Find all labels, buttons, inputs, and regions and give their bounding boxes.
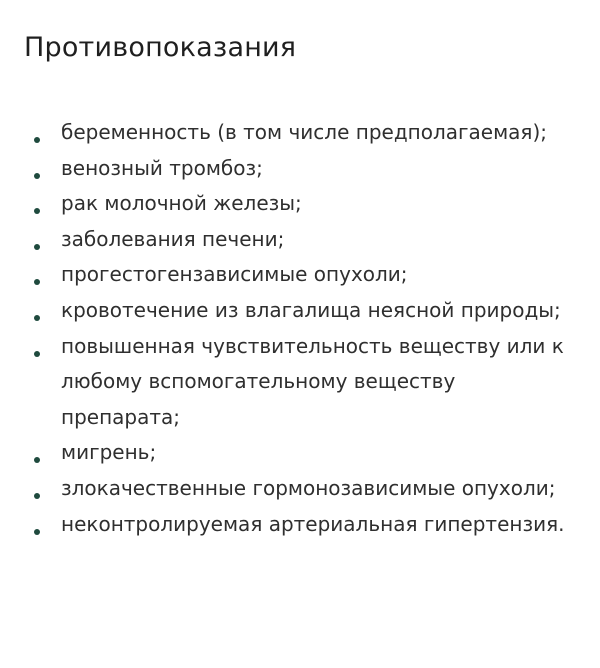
- list-item-text: прогестогензависимые опухоли;: [61, 262, 408, 287]
- list-item: [24, 222, 576, 258]
- list-item: [24, 293, 576, 329]
- list-item: [24, 186, 576, 222]
- list-item-text: мигрень;: [61, 440, 157, 465]
- list-item: [24, 471, 576, 507]
- list-item: [24, 115, 576, 151]
- contraindications-list: [24, 115, 576, 542]
- bullet-icon: [34, 279, 40, 285]
- bullet-icon: [34, 208, 40, 214]
- list-item-text: беременность (в том числе предполагаемая);: [61, 120, 547, 144]
- section-title: Противопоказания: [24, 32, 297, 63]
- list-item-text: повышенная чувствительность веществу или к любому вспомогательному веществу препарата;: [61, 333, 564, 429]
- bullet-icon: [34, 529, 40, 535]
- list-item-text: злокачественные гормонозависимые опухоли;: [61, 475, 556, 500]
- bullet-icon: [34, 351, 40, 357]
- bullet-icon: [34, 244, 40, 250]
- list-item: [24, 257, 576, 293]
- bullet-icon: [34, 457, 40, 463]
- bullet-icon: [34, 315, 40, 321]
- list-item-text: неконтролируемая артериальная гипертензия.: [61, 511, 565, 536]
- list-item: [24, 507, 576, 543]
- list-item: [24, 329, 576, 436]
- list-item-text: рак молочной железы;: [61, 191, 302, 216]
- list-item-text: кровотечение из влагалища неясной природы;: [61, 297, 561, 322]
- bullet-icon: [34, 137, 40, 143]
- bullet-icon: [34, 173, 40, 179]
- list-item-text: венозный тромбоз;: [61, 155, 263, 180]
- list-item-text: заболевания печени;: [61, 226, 285, 251]
- bullet-icon: [34, 493, 40, 499]
- list-item: [24, 151, 576, 187]
- list-item: [24, 435, 576, 471]
